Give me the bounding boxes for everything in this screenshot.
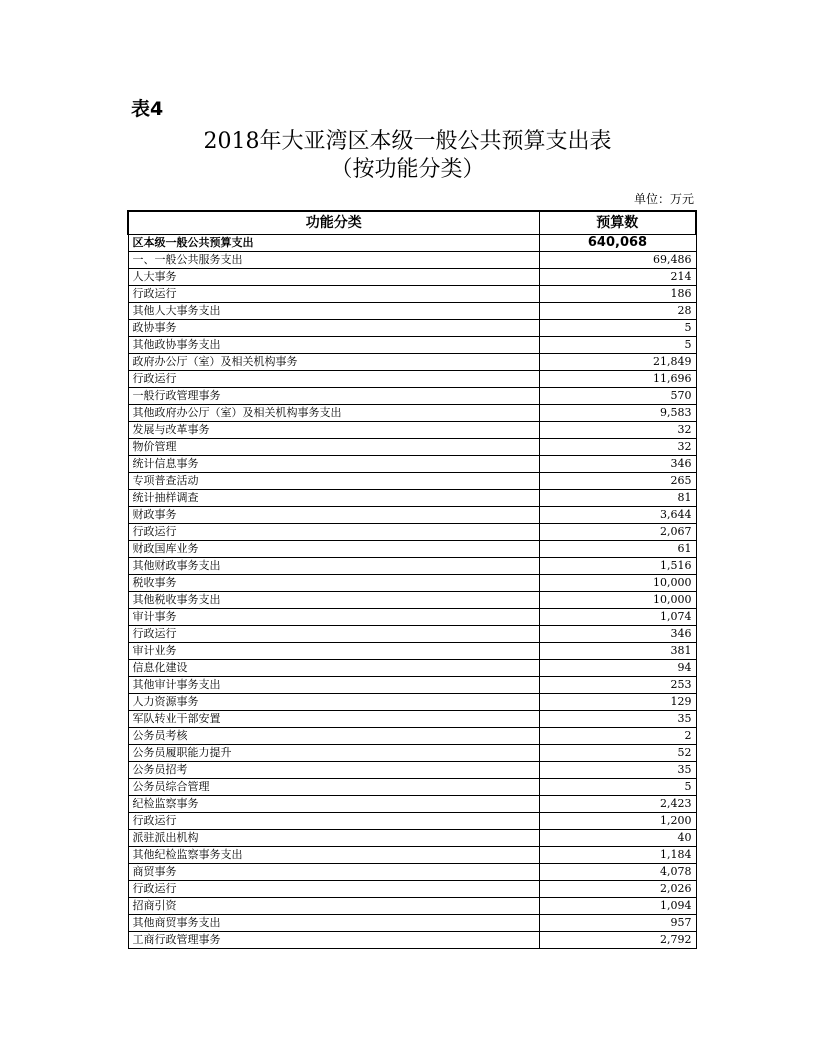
row-category-name: 专项普查活动	[128, 473, 539, 490]
row-budget-amount: 346	[539, 626, 696, 643]
row-category-name: 纪检监察事务	[128, 796, 539, 813]
row-category-name: 其他政协事务支出	[128, 337, 539, 354]
table-row	[128, 864, 696, 881]
row-category-name: 公务员履职能力提升	[128, 745, 539, 762]
table-row	[128, 677, 696, 694]
row-budget-amount: 129	[539, 694, 696, 711]
row-budget-amount: 35	[539, 711, 696, 728]
row-category-name: 财政事务	[128, 507, 539, 524]
row-budget-amount: 10,000	[539, 575, 696, 592]
row-category-name: 行政运行	[128, 286, 539, 303]
table-header-row	[128, 211, 696, 235]
row-budget-amount: 32	[539, 439, 696, 456]
row-category-name: 政协事务	[128, 320, 539, 337]
row-budget-amount: 5	[539, 337, 696, 354]
row-category-name: 其他人大事务支出	[128, 303, 539, 320]
row-category-name: 公务员综合管理	[128, 779, 539, 796]
row-category-name: 区本级一般公共预算支出	[128, 235, 539, 252]
table-row	[128, 728, 696, 745]
row-budget-amount: 32	[539, 422, 696, 439]
unit-label: 单位：万元	[633, 192, 694, 206]
row-category-name: 其他财政事务支出	[128, 558, 539, 575]
row-category-name: 人力资源事务	[128, 694, 539, 711]
document-title: 2018年大亚湾区本级一般公共预算支出表	[203, 129, 612, 154]
row-category-name: 其他商贸事务支出	[128, 915, 539, 932]
table-row	[128, 830, 696, 847]
row-category-name: 其他审计事务支出	[128, 677, 539, 694]
row-budget-amount: 4,078	[539, 864, 696, 881]
row-category-name: 公务员招考	[128, 762, 539, 779]
row-category-name: 审计业务	[128, 643, 539, 660]
row-category-name: 行政运行	[128, 626, 539, 643]
header-budget-amount: 预算数	[539, 211, 696, 235]
row-budget-amount: 2,792	[539, 932, 696, 949]
row-budget-amount: 52	[539, 745, 696, 762]
row-budget-amount: 28	[539, 303, 696, 320]
row-budget-amount: 69,486	[539, 252, 696, 269]
row-budget-amount: 5	[539, 320, 696, 337]
table-row	[128, 694, 696, 711]
table-row	[128, 745, 696, 762]
row-budget-amount: 214	[539, 269, 696, 286]
row-category-name: 审计事务	[128, 609, 539, 626]
table-row	[128, 405, 696, 422]
row-category-name: 人大事务	[128, 269, 539, 286]
row-category-name: 其他政府办公厅（室）及相关机构事务支出	[128, 405, 539, 422]
table-row	[128, 609, 696, 626]
row-budget-amount: 957	[539, 915, 696, 932]
row-category-name: 其他纪检监察事务支出	[128, 847, 539, 864]
row-budget-amount: 81	[539, 490, 696, 507]
row-category-name: 财政国库业务	[128, 541, 539, 558]
table-row	[128, 847, 696, 864]
table-row	[128, 575, 696, 592]
row-budget-amount: 1,516	[539, 558, 696, 575]
table-row	[128, 915, 696, 932]
row-budget-amount: 2,026	[539, 881, 696, 898]
table-row	[128, 541, 696, 558]
row-category-name: 公务员考核	[128, 728, 539, 745]
table-row	[128, 626, 696, 643]
table-body	[128, 235, 696, 949]
row-budget-amount: 1,184	[539, 847, 696, 864]
row-budget-amount: 35	[539, 762, 696, 779]
row-budget-amount: 3,644	[539, 507, 696, 524]
row-category-name: 派驻派出机构	[128, 830, 539, 847]
table-row	[128, 558, 696, 575]
row-category-name: 一、一般公共服务支出	[128, 252, 539, 269]
table-row	[128, 422, 696, 439]
row-category-name: 物价管理	[128, 439, 539, 456]
row-category-name: 其他税收事务支出	[128, 592, 539, 609]
table-number-label: 表4	[131, 98, 164, 120]
table-row	[128, 269, 696, 286]
table-row	[128, 813, 696, 830]
row-budget-amount: 2,067	[539, 524, 696, 541]
row-category-name: 税收事务	[128, 575, 539, 592]
row-category-name: 统计抽样调查	[128, 490, 539, 507]
table-row	[128, 439, 696, 456]
row-budget-amount: 186	[539, 286, 696, 303]
row-budget-amount: 1,094	[539, 898, 696, 915]
row-budget-amount: 9,583	[539, 405, 696, 422]
row-budget-amount: 5	[539, 779, 696, 796]
row-budget-amount: 40	[539, 830, 696, 847]
row-budget-amount: 21,849	[539, 354, 696, 371]
row-budget-amount: 94	[539, 660, 696, 677]
row-budget-amount: 640,068	[539, 235, 696, 252]
row-category-name: 行政运行	[128, 524, 539, 541]
table-row	[128, 932, 696, 949]
row-budget-amount: 265	[539, 473, 696, 490]
row-budget-amount: 11,696	[539, 371, 696, 388]
table-row	[128, 388, 696, 405]
row-budget-amount: 253	[539, 677, 696, 694]
row-budget-amount: 61	[539, 541, 696, 558]
table-row	[128, 507, 696, 524]
header-function-category: 功能分类	[128, 211, 539, 235]
table-total-row	[128, 235, 696, 252]
row-category-name: 信息化建设	[128, 660, 539, 677]
row-category-name: 招商引资	[128, 898, 539, 915]
table-row	[128, 286, 696, 303]
row-category-name: 工商行政管理事务	[128, 932, 539, 949]
table-row	[128, 643, 696, 660]
table-row	[128, 456, 696, 473]
row-budget-amount: 1,074	[539, 609, 696, 626]
row-budget-amount: 570	[539, 388, 696, 405]
row-category-name: 行政运行	[128, 881, 539, 898]
table-row	[128, 796, 696, 813]
table-row	[128, 490, 696, 507]
table-row	[128, 779, 696, 796]
row-category-name: 行政运行	[128, 813, 539, 830]
row-budget-amount: 2,423	[539, 796, 696, 813]
row-category-name: 商贸事务	[128, 864, 539, 881]
row-category-name: 统计信息事务	[128, 456, 539, 473]
table-row	[128, 371, 696, 388]
table-row	[128, 303, 696, 320]
row-category-name: 军队转业干部安置	[128, 711, 539, 728]
table-row	[128, 252, 696, 269]
table-row	[128, 762, 696, 779]
table-row	[128, 337, 696, 354]
table-row	[128, 354, 696, 371]
row-category-name: 行政运行	[128, 371, 539, 388]
row-category-name: 政府办公厅（室）及相关机构事务	[128, 354, 539, 371]
row-category-name: 一般行政管理事务	[128, 388, 539, 405]
row-budget-amount: 2	[539, 728, 696, 745]
table-row	[128, 524, 696, 541]
row-category-name: 发展与改革事务	[128, 422, 539, 439]
row-budget-amount: 381	[539, 643, 696, 660]
table-row	[128, 711, 696, 728]
table-row	[128, 473, 696, 490]
table-row	[128, 898, 696, 915]
table-row	[128, 592, 696, 609]
table-row	[128, 320, 696, 337]
row-budget-amount: 1,200	[539, 813, 696, 830]
table-row	[128, 881, 696, 898]
table-row	[128, 660, 696, 677]
document-subtitle: （按功能分类）	[330, 157, 485, 182]
row-budget-amount: 10,000	[539, 592, 696, 609]
row-budget-amount: 346	[539, 456, 696, 473]
budget-table	[127, 210, 697, 949]
